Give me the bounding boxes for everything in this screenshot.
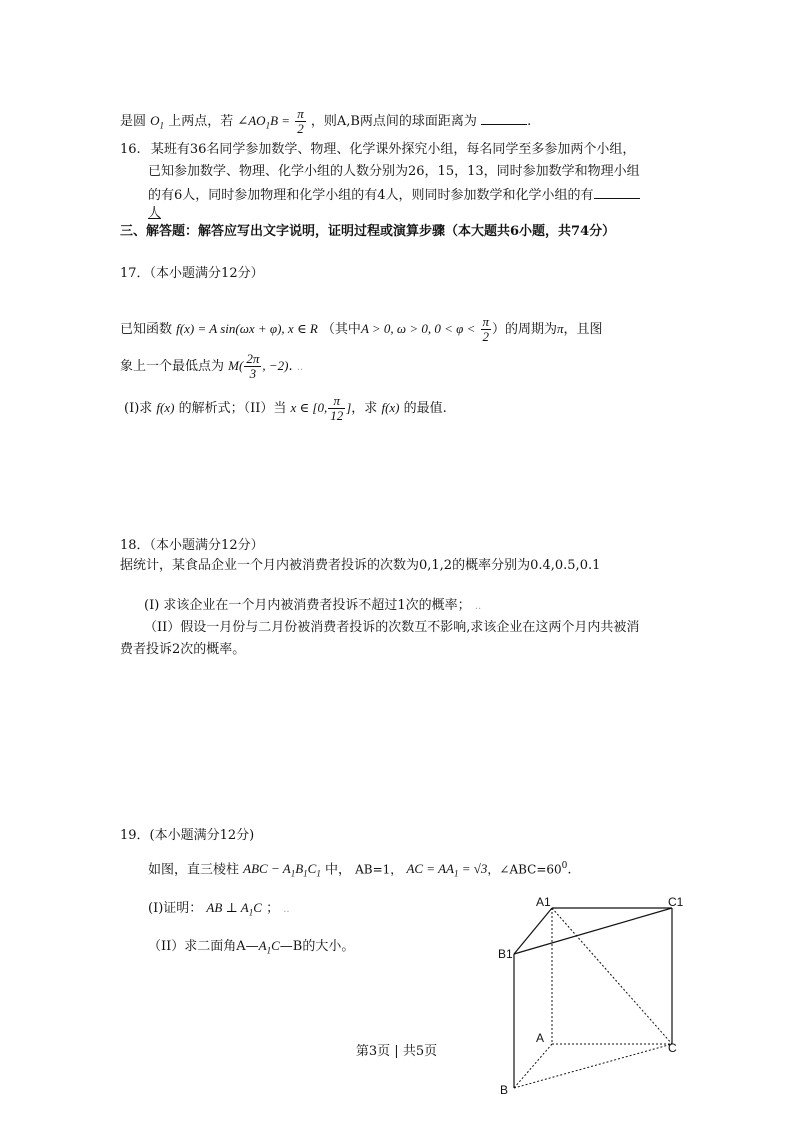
q17-l1c: ）的周期为 <box>492 322 558 337</box>
q15-answer-blank[interactable] <box>481 110 527 125</box>
q19-equation: AC = $AA_1 = √3$ <box>406 861 488 879</box>
q17-point-m: M( <box>228 358 244 373</box>
q19-a1c: $A_1C$ <box>258 938 280 956</box>
q19-l1a: 如图，直三棱柱 <box>148 862 240 878</box>
q17-point-rest: , −2) <box>262 358 289 373</box>
page-footer: 第3页 | 共5页 <box>355 1044 438 1059</box>
q16-number: 16. <box>120 142 141 157</box>
q19-ab: AB=1， <box>355 862 403 877</box>
q19-angle: ，∠ABC=60 <box>487 862 562 877</box>
q17-fx: f(x) <box>156 400 175 415</box>
q15-prefix: 是圆 <box>120 114 147 129</box>
q18-header: 18．（本小题满分12分） <box>120 538 264 553</box>
q19-l3b: —B的大小。 <box>279 939 355 954</box>
q17-line2 <box>120 350 303 384</box>
q18-line2 <box>144 596 481 617</box>
q16-text1: 某班有36名同学参加数学、物理、化学课外探究小组，每名同学至多参加两个小组， <box>150 142 636 157</box>
q17-header: 17．（本小题满分12分） <box>120 266 264 281</box>
circle-o1: $O_1$ <box>150 113 165 131</box>
vertex-labels <box>498 895 684 1097</box>
edge-b1-c1 <box>514 908 672 954</box>
q18-line4: 费者投诉2次的概率。 <box>120 642 246 657</box>
pi-over-2-fraction: $\frac{\pi}{2}$ <box>297 106 304 136</box>
q16-line3 <box>148 184 640 206</box>
q16-answer-blank[interactable] <box>594 184 640 199</box>
q17-interval-close: ] <box>346 400 352 415</box>
q17-line3 <box>124 392 447 425</box>
q19-line1 <box>148 856 572 884</box>
prism-edges <box>514 908 672 1088</box>
q17-interval: x ∈ [0, <box>290 400 328 415</box>
q15-end: . <box>527 114 532 129</box>
label-b: B <box>500 1083 509 1097</box>
q17-l2a: 象上一个最低点为 <box>120 359 225 374</box>
q17-l1d: ，且图 <box>563 322 603 337</box>
q17-l3a: (I)求 <box>124 401 153 416</box>
label-c: C <box>668 1041 677 1055</box>
section3-heading: 三、解答题：解答应写出文字说明，证明过程或演算步骤（本大题共6小题，共74分） <box>120 224 616 239</box>
label-c1: C1 <box>668 895 684 909</box>
cursor-mark-2: .. <box>474 601 482 612</box>
label-b1: B1 <box>498 947 513 961</box>
q15-suffix: ，则A,B两点间的球面距离为 <box>310 114 477 129</box>
cursor-mark: .. <box>296 362 304 373</box>
q17-line1 <box>120 314 603 345</box>
cursor-mark-3: .. <box>283 904 290 915</box>
q19-l1d: . <box>567 862 572 878</box>
q17-2pi-over-3: $\frac{2\pi}{3}$ <box>246 351 260 381</box>
q15-mid: 上两点，若 <box>168 114 234 129</box>
q17-l3b: 的解析式；（II）当 <box>178 401 287 416</box>
q19-degree: 0 <box>561 861 568 871</box>
q19-header: 19．(本小题满分12分) <box>120 828 255 843</box>
label-a1: A1 <box>536 895 551 909</box>
q17-l1a: 已知函数 <box>120 322 173 337</box>
q18-line1: 据统计，某食品企业一个月内被消费者投诉的次数为0,1,2的概率分别为0.4,0.5,0.1 <box>120 558 601 573</box>
edge-a1-b1 <box>514 908 552 954</box>
q17-function: f(x) = A sin(ωx + φ), x ∈ R <box>176 321 318 336</box>
q16-line1 <box>120 140 635 160</box>
q16-text3: 的有6人，同时参加物理和化学小组的有4人，则同时参加数学和化学小组的有 <box>148 188 594 203</box>
q17-period-pi: π <box>557 321 564 336</box>
diag-a1-c <box>552 908 672 1044</box>
q19-l2end: ； <box>266 901 280 916</box>
angle-aob: $\angle AO_1B$ = <box>237 113 291 131</box>
prism-figure <box>490 890 690 1102</box>
q17-l2end: . <box>288 359 293 374</box>
prism-hidden-edges <box>514 908 672 1088</box>
q19-l3a: （II）求二面角A— <box>148 939 259 954</box>
q19-line2 <box>148 898 290 923</box>
q16-line4: 人 <box>148 206 162 221</box>
q15-continuation <box>120 106 531 141</box>
q17-l3d: 的最值. <box>403 401 447 416</box>
q17-pi-over-12: $\frac{\pi}{12}$ <box>330 393 344 423</box>
q17-pi-over-2: $\frac{\pi}{2}$ <box>482 314 490 344</box>
q19-prism: ABC − $A_1B_1C_1$ <box>243 861 321 879</box>
label-a: A <box>536 1031 545 1045</box>
q19-l1b: 中， <box>324 862 351 878</box>
q18-line3: （II）假设一月份与二月份被消费者投诉的次数互不影响,求该企业在这两个月内共被消 <box>144 620 640 635</box>
q17-fx2: f(x) <box>381 400 400 415</box>
q17-condition: A > 0, ω > 0, 0 < φ < <box>360 321 476 336</box>
q17-l1b: （其中 <box>321 322 361 337</box>
q18-text2: (I) 求该企业在一个月内被消费者投诉不超过1次的概率； <box>144 598 471 613</box>
q19-perp: AB ⊥ $A_1C$ <box>206 900 262 918</box>
q17-l3c: ，求 <box>351 401 378 416</box>
q19-l2a: (I)证明： <box>148 901 203 916</box>
q16-line2: 已知参加数学、物理、化学小组的人数分别为26，15，13，同时参加数学和物理小组 <box>148 164 640 179</box>
q19-line3 <box>148 936 354 961</box>
